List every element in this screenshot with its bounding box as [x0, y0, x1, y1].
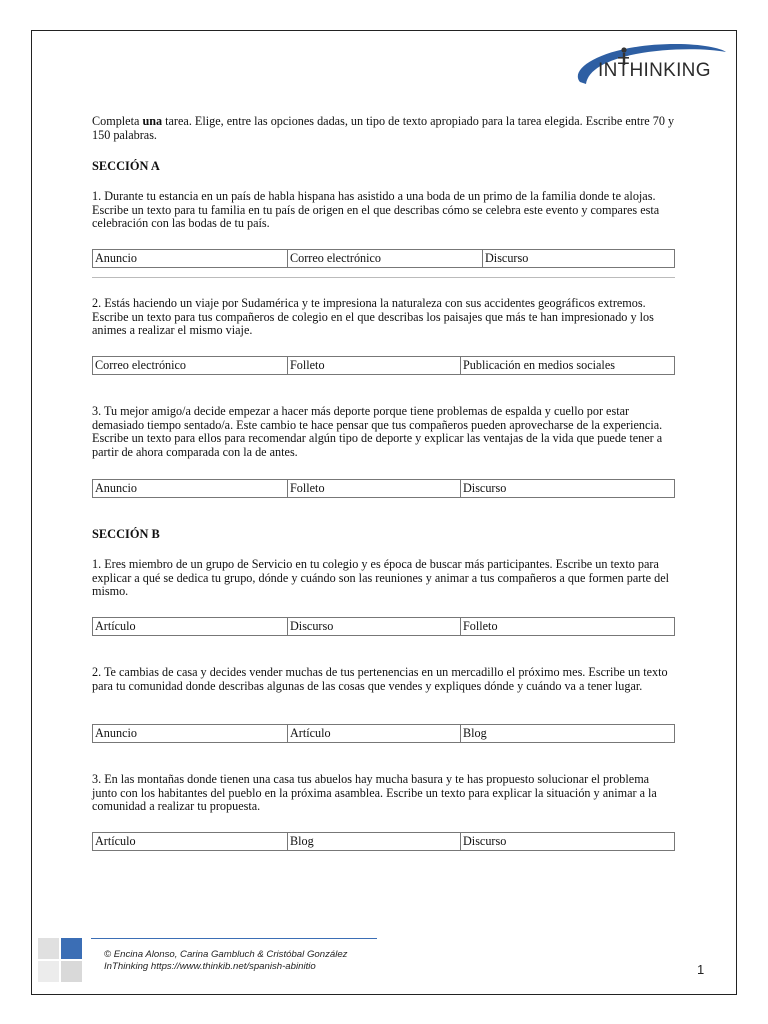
section-b-task-2: 2. Te cambias de casa y decides vender muchas de tus pertenencias en un mercadillo el próximo mes. Escribe un texto para tu comunidad donde describas algunas de las cosas que vendes y expliques dónde y cuándo va a tener lugar. — [92, 665, 668, 693]
section-a-task-2-options — [92, 356, 675, 375]
section-b-task-3-options — [92, 832, 675, 851]
footer-square — [61, 938, 82, 959]
section-b-task-1: 1. Eres miembro de un grupo de Servicio en tu colegio y es época de buscar más participantes. Escribe un texto para explicar a qué se dedica tu grupo, dónde y cuándo son las reuniones y animar a tus compañeros a que formen parte del mismo. — [92, 557, 670, 599]
separator-line — [92, 277, 675, 278]
footer-copyright: © Encina Alonso, Carina Gambluch & Cristóbal González — [104, 949, 348, 960]
option-cell: Blog — [461, 725, 675, 743]
option-cell: Correo electrónico — [288, 250, 483, 268]
option-cell: Anuncio — [93, 480, 288, 498]
section-a-task-3-options — [92, 479, 675, 498]
section-a-task-1: 1. Durante tu estancia en un país de habla hispana has asistido a una boda de un primo de la familia donde te alojas. Escribe un texto para tu familia en tu país de origen en el que describas cómo se celebra este evento y compares esta celebración con las bodas de tu país. — [92, 189, 660, 231]
footer-rule — [91, 938, 377, 939]
footer-square — [38, 938, 59, 959]
section-b-task-1-options — [92, 617, 675, 636]
option-cell: Anuncio — [93, 250, 288, 268]
option-cell: Anuncio — [93, 725, 288, 743]
section-a-task-2: 2. Estás haciendo un viaje por Sudamérica y te impresiona la naturaleza con sus accidentes geográficos extremos. Escribe un texto para tus compañeros de colegio en el que describas los paisajes que más te han impresionado y los animes a realizar el mismo viaje. — [92, 296, 654, 338]
footer-website: InThinking https://www.thinkib.net/spanish-abinitio — [104, 961, 316, 972]
option-cell: Artículo — [93, 833, 288, 851]
option-cell: Publicación en medios sociales — [461, 357, 675, 375]
footer-square — [38, 961, 59, 982]
option-cell: Discurso — [461, 833, 675, 851]
footer-square — [61, 961, 82, 982]
option-cell: Discurso — [483, 250, 675, 268]
option-cell: Folleto — [461, 618, 675, 636]
option-cell: Discurso — [461, 480, 675, 498]
section-b-task-2-options — [92, 724, 675, 743]
option-cell: Correo electrónico — [93, 357, 288, 375]
section-b-title: SECCIÓN B — [92, 527, 160, 541]
logo-text: INTHINKING — [598, 60, 711, 81]
option-cell: Folleto — [288, 480, 461, 498]
section-a-task-3: 3. Tu mejor amigo/a decide empezar a hacer más deporte porque tiene problemas de espalda y cuello por estar demasiado tiempo sentado/a. Este cambio te hace pensar que tus compañeros pueden aprovecharse de la experiencia. Escribe un texto para ellos para recomendar algún tipo de deporte y explicar las ventajas de la vida que puede tener a partir de ahora comparada con la de antes. — [92, 404, 663, 459]
section-b-task-3: 3. En las montañas donde tienen una casa tus abuelos hay mucha basura y te has propuesto solucionar el problema junto con los habitantes del pueblo en la próxima asamblea. Escribe un texto para explicar la situación y animar a la comunidad a realizar tu propuesta. — [92, 772, 657, 814]
option-cell: Folleto — [288, 357, 461, 375]
option-cell: Discurso — [288, 618, 461, 636]
section-a-title: SECCIÓN A — [92, 159, 160, 173]
option-cell: Artículo — [288, 725, 461, 743]
section-a-task-1-options — [92, 249, 675, 268]
option-cell: Artículo — [93, 618, 288, 636]
page-number: 1 — [697, 962, 705, 977]
option-cell: Blog — [288, 833, 461, 851]
instructions: Completa una tarea. Elige, entre las opciones dadas, un tipo de texto apropiado para la tarea elegida. Escribe entre 70 y 150 palabras. — [92, 114, 675, 142]
